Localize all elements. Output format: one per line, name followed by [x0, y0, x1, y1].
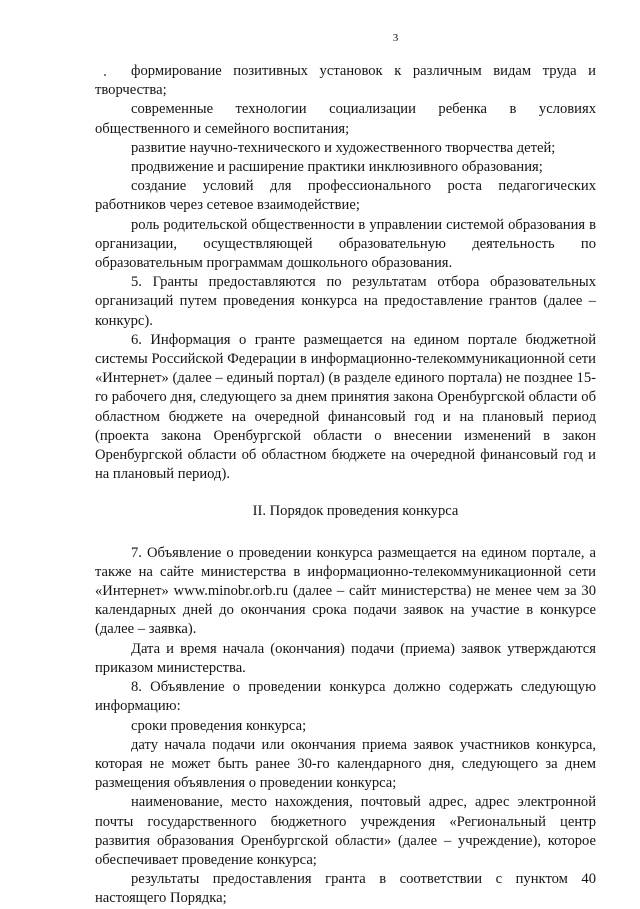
paragraph: 6. Информация о гранте размещается на едином портале бюджетной системы Российской Федерации в информационно-телекоммуникационной сети «Интернет» (далее – единый портал) (в разделе единого портала) не позднее 15-го рабочего дня, следующего за днем принятия закона Оренбургской области об областном бюджете на очередной финансовый год и на плановый период (проекта закона Оренбургской области о внесении изменений в закон Оренбургской области об областном бюджете на очередной финансовый год и на плановый период). — [95, 331, 596, 483]
paragraph: развитие научно-технического и художественного творчества детей; — [131, 139, 556, 156]
paragraph: 8. Объявление о проведении конкурса должно содержать следующую информацию: — [95, 679, 596, 715]
paragraph: наименование, место нахождения, почтовый адрес, адрес электронной почты государственного бюджетного учреждения «Региональный центр развития образования Оренбургской области» (далее – учреждение), которое обеспечивает проведение конкурса; — [95, 794, 596, 868]
paragraph: роль родительской общественности в управлении системой образования в организации, осуществляющей образовательную деятельность по образовательным программам дошкольного образования. — [95, 216, 596, 272]
paragraph: продвижение и расширение практики инклюзивного образования; — [131, 159, 543, 176]
paragraph: результаты предоставления гранта в соответствии с пунктом 40 настоящего Порядка; — [95, 871, 596, 907]
section-title: II. Порядок проведения конкурса — [252, 503, 459, 520]
paragraph: 7. Объявление о проведении конкурса размещается на едином портале, а также на сайте министерства в информационно-телекоммуникационной сети «Интернет» www.minobr.orb.ru (далее – сайт министерства) не менее чем за 30 календарных дней до окончания срока подачи заявок на участие в конкурсе (далее – заявка). — [95, 544, 596, 638]
page-number: 3 — [392, 32, 399, 44]
paragraph: формирование позитивных установок к различным видам труда и творчества; — [95, 63, 596, 99]
paragraph: дату начала подачи или окончания приема заявок участников конкурса, которая не может быть ранее 30-го календарного дня, следующего за днем размещения объявления о проведении конкурса; — [95, 736, 596, 792]
paragraph: Дата и время начала (окончания) подачи (приема) заявок утверждаются приказом министерства. — [95, 640, 596, 676]
document-body — [95, 62, 596, 909]
paragraph: современные технологии социализации ребенка в условиях общественного и семейного воспитания; — [95, 101, 596, 137]
paragraph: создание условий для профессионального роста педагогических работников через сетевое взаимодействие; — [95, 178, 596, 214]
paragraph: сроки проведения конкурса; — [131, 717, 307, 734]
paragraph: 5. Гранты предоставляются по результатам отбора образовательных организаций путем проведения конкурса на предоставление грантов (далее – конкурс). — [95, 274, 596, 329]
scan-speck — [104, 74, 106, 76]
